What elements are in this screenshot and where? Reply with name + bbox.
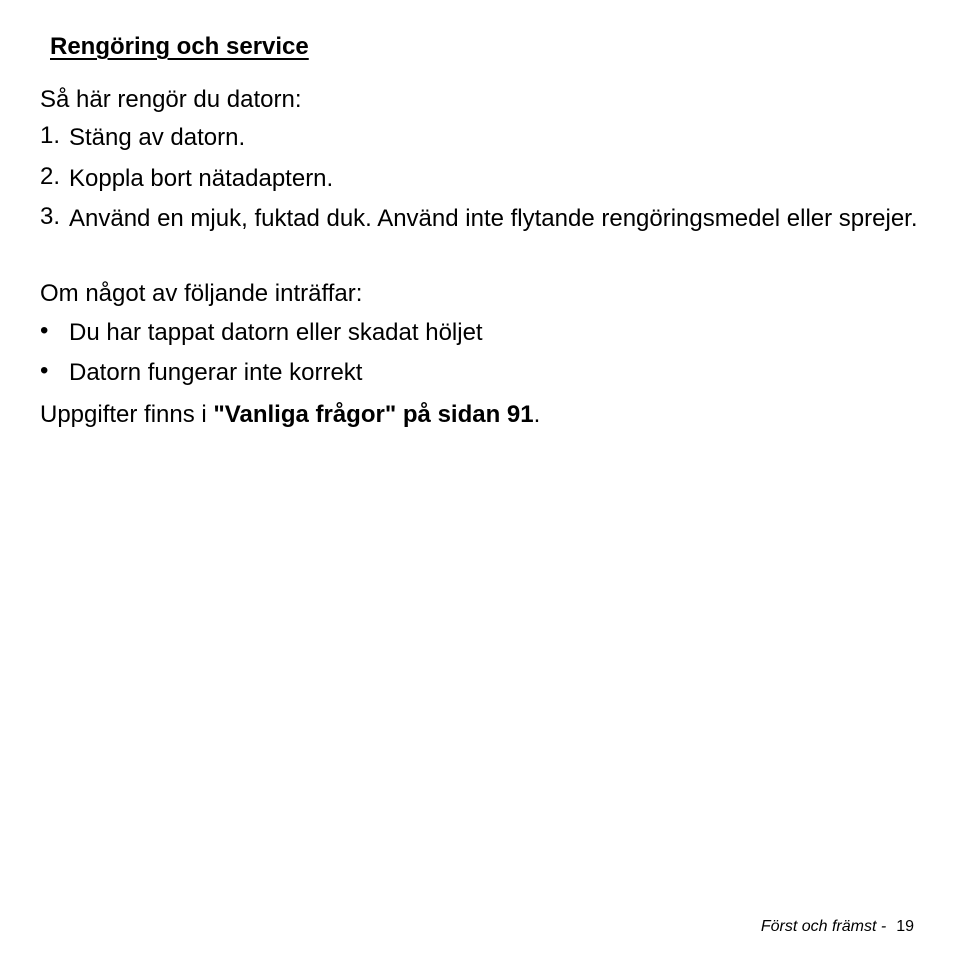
step-number: 3. xyxy=(40,203,61,230)
footer-section-title: Först och främst - xyxy=(760,918,887,935)
intro-text: Så här rengör du datorn: xyxy=(40,86,302,113)
page-number: 19 xyxy=(896,918,914,935)
step-item xyxy=(40,122,930,154)
bullet-marker: • xyxy=(40,317,49,344)
bullet-marker: • xyxy=(40,357,49,384)
step-text: Koppla bort nätadaptern. xyxy=(69,165,334,192)
bullet-item xyxy=(40,317,930,349)
page-footer xyxy=(761,918,914,936)
bullet-text: Du har tappat datorn eller skadat höljet xyxy=(69,319,483,346)
reference-text xyxy=(40,401,540,429)
step-item xyxy=(40,163,930,195)
step-text: Använd en mjuk, fuktad duk. Använd inte flytande rengöringsmedel eller sprejer. xyxy=(69,205,918,232)
bullet-text: Datorn fungerar inte korrekt xyxy=(69,359,363,386)
reference-prefix: Uppgifter finns i xyxy=(40,401,214,428)
step-item xyxy=(40,203,930,235)
step-text: Stäng av datorn. xyxy=(69,124,246,151)
faq-reference-link[interactable]: "Vanliga frågor" på sidan 91 xyxy=(213,401,534,428)
reference-suffix: . xyxy=(533,401,541,428)
section-heading: Rengöring och service xyxy=(50,33,309,60)
step-number: 1. xyxy=(40,122,61,149)
step-number: 2. xyxy=(40,163,61,190)
condition-intro-text: Om något av följande inträffar: xyxy=(40,280,363,307)
bullet-item xyxy=(40,357,930,389)
